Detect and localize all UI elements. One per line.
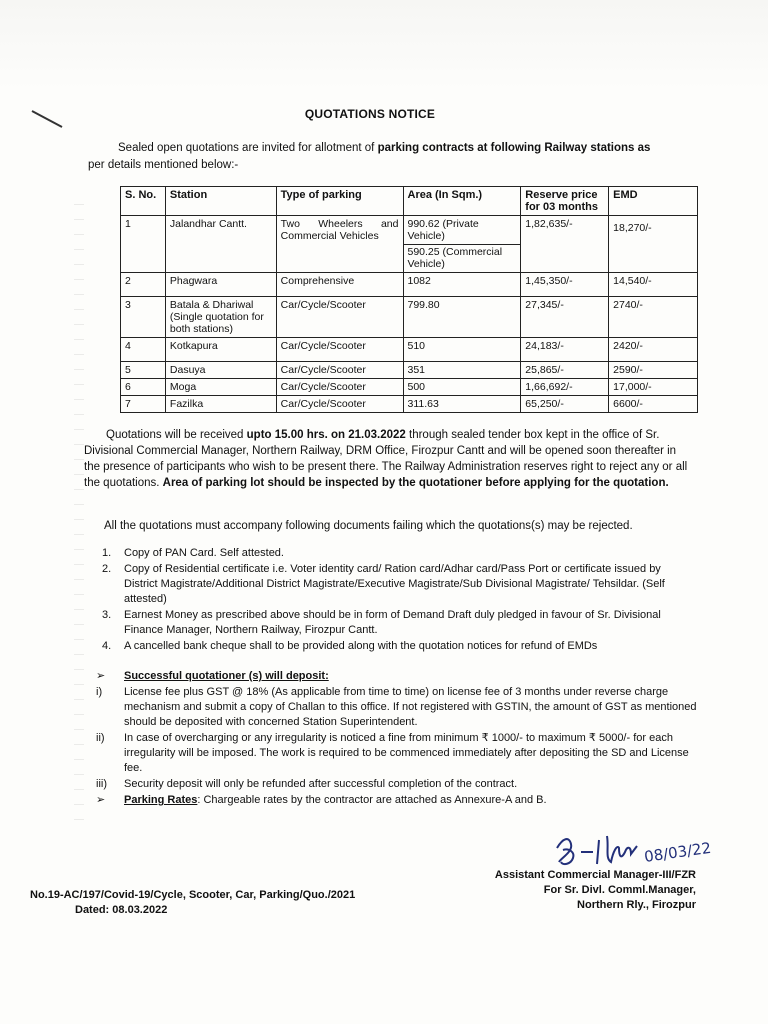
cell-type: Car/Cycle/Scooter <box>276 379 403 396</box>
item-number: ii) <box>96 732 105 744</box>
cell-price: 1,82,635/- <box>521 216 609 273</box>
cell-sno: 3 <box>121 297 166 338</box>
signature-date: 08/03/22 <box>643 838 713 866</box>
item-text: Copy of PAN Card. Self attested. <box>124 547 284 559</box>
item-text: A cancelled bank cheque shall to be provided along with the quotation notices for refund of EMDs <box>124 640 598 652</box>
header-emd: EMD <box>609 187 698 216</box>
table-row <box>121 396 698 413</box>
reference-number: No.19-AC/197/Covid-19/Cycle, Scooter, Car, Parking/Quo./2021 <box>30 889 356 901</box>
list-item <box>92 685 704 730</box>
cell-area: 311.63 <box>403 396 521 413</box>
list-item <box>84 546 688 561</box>
cell-type: Car/Cycle/Scooter <box>276 362 403 379</box>
cell-area: 510 <box>403 338 521 362</box>
cell-emd: 2740/- <box>609 297 698 338</box>
table-row <box>121 297 698 338</box>
margin-punch-marks <box>74 190 84 820</box>
item-text: Copy of Residential certificate i.e. Voter identity card/ Ration card/Adhar card/Pass Port or certificate issued by District Magistrate/Additional District Magistrate/Executive Magistrate/Sub Divisional Magistrate/ Tehsildar. (Self attested) <box>124 563 665 605</box>
cell-type: Two Wheelers and Commercial Vehicles <box>276 216 403 273</box>
item-number: iii) <box>96 778 107 790</box>
table-header-row <box>121 187 698 216</box>
cell-emd: 2590/- <box>609 362 698 379</box>
cell-area: 500 <box>403 379 521 396</box>
cell-price: 65,250/- <box>521 396 609 413</box>
cell-area: 1082 <box>403 273 521 297</box>
cell-price: 24,183/- <box>521 338 609 362</box>
receipt-a: Quotations will be received <box>106 429 247 441</box>
cell-emd: 18,270/- <box>609 216 698 273</box>
list-item <box>92 777 704 792</box>
designation-line: Northern Rly., Firozpur <box>577 899 696 911</box>
item-number: 1. <box>102 547 112 559</box>
area-private: 990.62 (Private Vehicle) <box>407 218 479 242</box>
cell-emd: 6600/- <box>609 396 698 413</box>
designation-block <box>440 868 696 913</box>
cell-area: 351 <box>403 362 521 379</box>
documents-list <box>84 546 688 655</box>
item-number: 3. <box>102 609 112 621</box>
item-text: In case of overcharging or any irregularity is noticed a fine from minimum ₹ 1000/- to maximum ₹ 5000/- for each irregularity will be imposed. The work is required to be commenced immediately after depositing the SD and License fee. <box>124 732 689 774</box>
item-text: Security deposit will only be refunded after successful completion of the contract. <box>124 778 518 790</box>
arrow-icon: ➢ <box>96 670 106 682</box>
item-number: 4. <box>102 640 112 652</box>
page-title: QUOTATIONS NOTICE <box>304 107 436 121</box>
item-number: 2. <box>102 563 112 575</box>
list-item <box>84 562 688 607</box>
header-area: Area (In Sqm.) <box>403 187 521 216</box>
item-text: Earnest Money as prescribed above should be in form of Demand Draft duly pledged in favour of Sr. Divisional Finance Manager, Northern Railway, Firozpur Cantt. <box>124 609 661 636</box>
header-price: Reserve price for 03 months <box>521 187 609 216</box>
cell-type: Comprehensive <box>276 273 403 297</box>
cell-station: Moga <box>165 379 276 396</box>
cell-station: Batala & Dhariwal (Single quotation for both stations) <box>165 297 276 338</box>
receipt-paragraph <box>84 427 688 491</box>
item-number: i) <box>96 686 103 698</box>
cell-type: Car/Cycle/Scooter <box>276 297 403 338</box>
intro-paragraph <box>88 140 688 174</box>
deposit-section <box>92 669 704 809</box>
cell-sno: 4 <box>121 338 166 362</box>
cell-type: Car/Cycle/Scooter <box>276 396 403 413</box>
item-text: License fee plus GST @ 18% (As applicable from time to time) on license fee of 3 months under reverse charge mechanism and submit a copy of Challan to this office. If not registered with GSTIN, the amount of GST as mentioned should be deposited with concerned Station Superintendent. <box>124 686 697 728</box>
cell-emd: 2420/- <box>609 338 698 362</box>
table-row <box>121 273 698 297</box>
cell-station: Fazilka <box>165 396 276 413</box>
list-item <box>84 608 688 638</box>
cell-price: 27,345/- <box>521 297 609 338</box>
table-row <box>121 338 698 362</box>
deposit-heading-row <box>92 669 704 684</box>
receipt-c: through sealed tender box kept in the office of Sr. Divisional Commercial Manager, Northern Railway, DRM Office, Firozpur Cantt and will be opened soon thereafter in the presence of participants who wish to be present there. The Railway Administration reserves right to reject any or all the quotations. <box>84 429 688 489</box>
scan-shadow <box>0 0 768 90</box>
cell-area <box>403 216 521 273</box>
table-row <box>121 216 698 273</box>
intro-pre: Sealed open quotations are invited for allotment of <box>118 142 378 154</box>
header-type: Type of parking <box>276 187 403 216</box>
cell-sno: 7 <box>121 396 166 413</box>
receipt-deadline: upto 15.00 hrs. on 21.03.2022 <box>246 429 406 441</box>
cell-station: Dasuya <box>165 362 276 379</box>
cell-sno: 2 <box>121 273 166 297</box>
cell-station: Kotkapura <box>165 338 276 362</box>
cell-emd: 14,540/- <box>609 273 698 297</box>
intro-bold: parking contracts at following Railway stations as <box>377 142 651 154</box>
reference-block <box>30 888 430 918</box>
cell-area: 799.80 <box>403 297 521 338</box>
designation-line: For Sr. Divl. Comml.Manager, <box>543 884 696 896</box>
header-station: Station <box>165 187 276 216</box>
cell-price: 1,66,692/- <box>521 379 609 396</box>
receipt-inspection-note: Area of parking lot should be inspected by the quotationer before applying for the quotation. <box>162 477 669 489</box>
intro-post: per details mentioned below:- <box>88 159 239 171</box>
cell-type: Car/Cycle/Scooter <box>276 338 403 362</box>
designation-line: Assistant Commercial Manager-III/FZR <box>494 869 696 881</box>
list-item <box>84 639 688 654</box>
table-row <box>121 379 698 396</box>
reference-date: Dated: 08.03.2022 <box>75 904 168 916</box>
list-item <box>92 731 704 776</box>
documents-intro: All the quotations must accompany following documents failing which the quotations(s) may be rejected. <box>104 520 633 532</box>
cell-price: 1,45,350/- <box>521 273 609 297</box>
parking-rates-text: : Chargeable rates by the contractor are attached as Annexure-A and B. <box>197 794 547 806</box>
cell-emd: 17,000/- <box>609 379 698 396</box>
deposit-heading: Successful quotationer (s) will deposit: <box>124 670 329 682</box>
area-commercial: 590.25 (Commercial Vehicle) <box>404 244 521 270</box>
cell-sno: 5 <box>121 362 166 379</box>
arrow-icon: ➢ <box>96 794 106 806</box>
cell-sno: 1 <box>121 216 166 273</box>
cell-sno: 6 <box>121 379 166 396</box>
header-sno: S. No. <box>121 187 166 216</box>
parking-rates-row <box>92 793 704 808</box>
parking-rates-label: Parking Rates <box>124 794 198 806</box>
cell-price: 25,865/- <box>521 362 609 379</box>
cell-station: Phagwara <box>165 273 276 297</box>
cell-station: Jalandhar Cantt. <box>165 216 276 273</box>
stations-table <box>120 186 698 413</box>
table-row <box>121 362 698 379</box>
